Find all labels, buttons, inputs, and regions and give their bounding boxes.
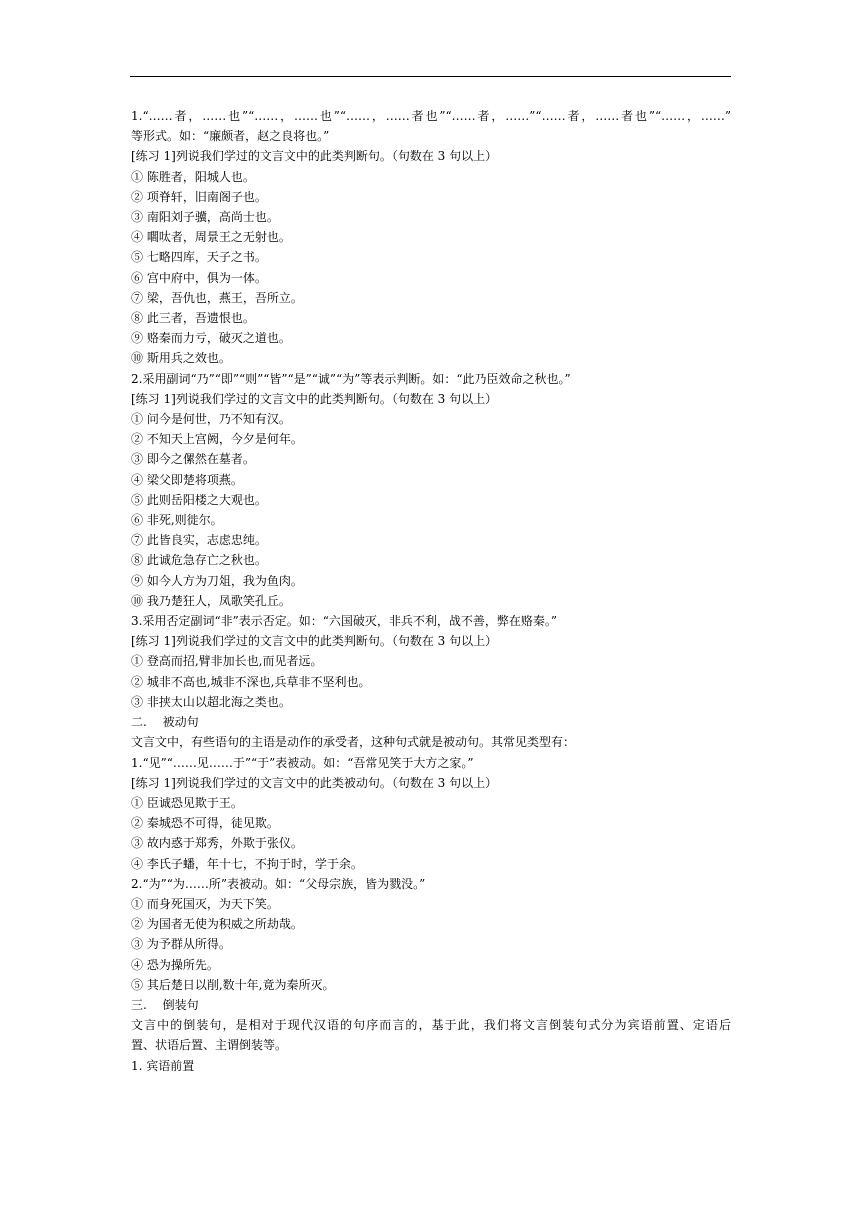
text-line: 1.“……者，……也”“……，……也”“……，……者也”“……者，……”“……者，……者也”“……，……” [131, 109, 731, 123]
exercise-heading: [练习 1]列说我们学过的文言文中的此类判断句。（句数在 3 句以上） [131, 634, 498, 649]
list-item: ⑨ 如今人方为刀俎，我为鱼肉。 [131, 573, 303, 588]
list-item: ⑤ 七略四库，天子之书。 [131, 250, 267, 265]
list-item: ② 项脊轩，旧南阁子也。 [131, 189, 267, 204]
list-item: ① 臣诚恐见欺于王。 [131, 795, 243, 810]
list-item: ⑤ 此则岳阳楼之大观也。 [131, 492, 267, 507]
text-line: 等形式。如：“廉颇者，赵之良将也。” [131, 129, 330, 144]
list-item: ③ 故内惑于郑秀，外欺于张仪。 [131, 836, 303, 851]
list-item: ② 为国者无使为积威之所劫哉。 [131, 917, 303, 932]
list-item: ⑤ 其后楚日以削,数十年,竟为秦所灭。 [131, 977, 335, 992]
text-line: 2.“为”“为……所”表被动。如：“父母宗族，皆为戮没。” [131, 876, 426, 891]
exercise-heading: [练习 1]列说我们学过的文言文中的此类判断句。（句数在 3 句以上） [131, 149, 498, 164]
list-item: ① 登高而招,臂非加长也,而见者远。 [131, 654, 323, 669]
list-item: ⑩ 斯用兵之效也。 [131, 351, 231, 366]
list-item: ① 问今是何世，乃不知有汉。 [131, 412, 291, 427]
list-item: ⑦ 梁，吾仇也，燕王，吾所立。 [131, 290, 303, 305]
list-item: ④ 嚪呔者，周景王之无射也。 [131, 230, 291, 245]
list-item: ③ 为予群从所得。 [131, 937, 231, 952]
list-item: ⑥ 宫中府中，俱为一体。 [131, 270, 267, 285]
list-item: ④ 李氏子蟠，年十七，不拘于时，学于余。 [131, 856, 363, 871]
list-item: ① 陈胜者，阳城人也。 [131, 169, 255, 184]
text-line: 文言中的倒装句，是相对于现代汉语的句序而言的，基于此，我们将文言倒装句式分为宾语前置、定语后 [131, 1018, 731, 1033]
text-line: 2.采用副词“乃”“即”“则”“皆”“是”“诚”“为”等表示判断。如：“此乃臣效命之秋也。” [131, 371, 571, 386]
list-item: ⑩ 我乃楚狂人，凤歌笑孔丘。 [131, 593, 291, 608]
section-heading: 三. 倒装句 [131, 997, 199, 1012]
list-item: ② 城非不高也,城非不深也,兵草非不坚利也。 [131, 674, 371, 689]
list-item: ③ 即今之傫然在墓者。 [131, 452, 255, 467]
list-item: ④ 恐为操所先。 [131, 957, 219, 972]
list-item: ② 秦城恐不可得，徒见欺。 [131, 816, 279, 831]
exercise-heading: [练习 1]列说我们学过的文言文中的此类判断句。（句数在 3 句以上） [131, 391, 498, 406]
section-heading: 二. 被动句 [131, 715, 199, 730]
header-rule [130, 76, 731, 77]
text-line: 3.采用否定副词“非”表示否定。如：“六国破灭，非兵不利，战不善，弊在赂秦。” [131, 614, 557, 629]
list-item: ⑦ 此皆良实，志虑忠纯。 [131, 533, 267, 548]
subsection-heading: 1. 宾语前置 [131, 1058, 195, 1073]
list-item: ⑧ 此三者，吾遗恨也。 [131, 311, 255, 326]
list-item: ② 不知天上宫阙，今夕是何年。 [131, 432, 303, 447]
exercise-heading: [练习 1]列说我们学过的文言文中的此类被动句。（句数在 3 句以上） [131, 775, 498, 790]
text-line: 文言文中，有些语句的主语是动作的承受者，这种句式就是被动句。其常见类型有： [131, 735, 576, 750]
document-body [131, 106, 731, 1076]
list-item: ① 而身死国灭，为天下笑。 [131, 896, 279, 911]
list-item: ⑧ 此诚危急存亡之秋也。 [131, 553, 267, 568]
list-item: ④ 梁父即楚将项燕。 [131, 472, 243, 487]
text-line: 1.“见”“……见……于”“于”表被动。如：“吾常见笑于大方之家。” [131, 755, 474, 770]
list-item: ⑨ 赂秦而力亏，破灭之道也。 [131, 331, 291, 346]
list-item: ③ 非挟太山以超北海之类也。 [131, 694, 291, 709]
list-item: ③ 南阳刘子骥，高尚士也。 [131, 210, 279, 225]
list-item: ⑥ 非死,则徙尔。 [131, 513, 223, 528]
text-line: 置、状语后置、主谓倒装等。 [131, 1038, 288, 1053]
